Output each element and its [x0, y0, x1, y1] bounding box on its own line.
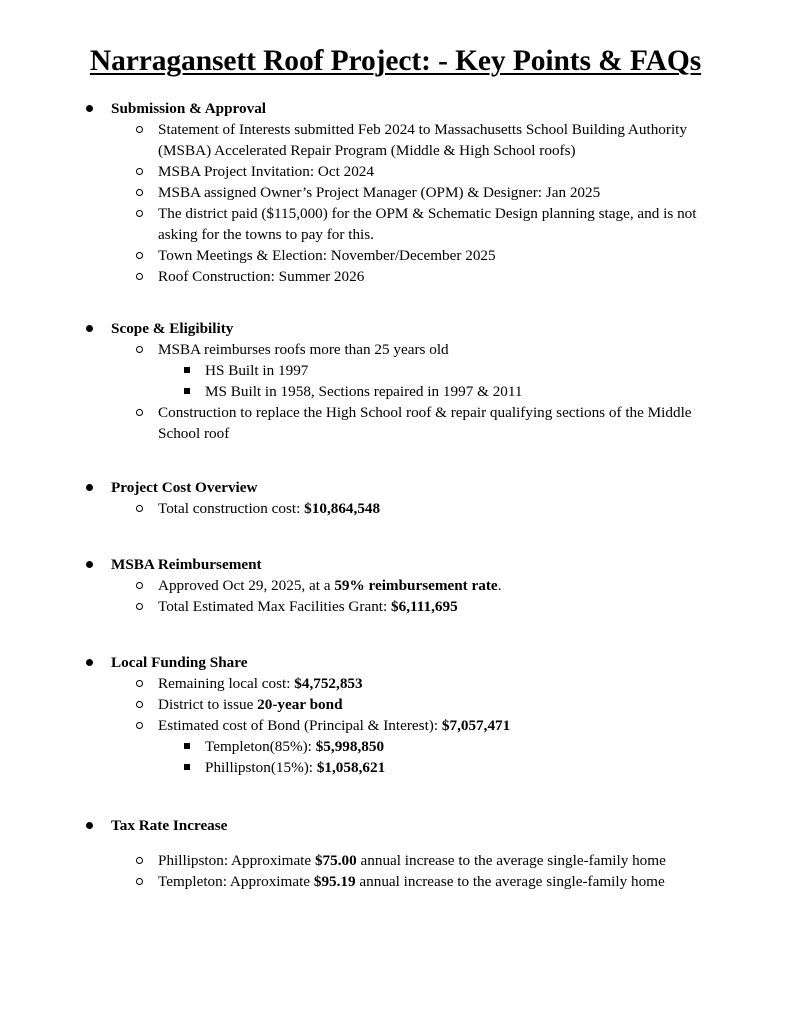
- square-bullet-icon: [184, 367, 190, 373]
- hollow-circle-bullet-icon: [136, 505, 143, 512]
- sub-list-item: [0, 381, 791, 402]
- list-item: [0, 694, 791, 715]
- templeton-tax-increase-value: $95.19: [313, 873, 356, 890]
- section-heading-row: [0, 815, 791, 836]
- hollow-circle-bullet-icon: [136, 878, 143, 885]
- section-heading-row: [0, 652, 791, 673]
- sub-list-item-text: MS Built in 1958, Sections repaired in 1997 & 2011: [205, 383, 523, 400]
- list-item: [0, 266, 791, 287]
- list-item: [0, 850, 791, 871]
- bond-term-value: 20-year bond: [257, 696, 343, 713]
- filled-circle-bullet-icon: [86, 484, 93, 491]
- list-item: [0, 339, 791, 360]
- hollow-circle-bullet-icon: [136, 252, 143, 259]
- section-msba-reimbursement: [0, 554, 791, 617]
- list-item-text: The district paid ($115,000) for the OPM & Schematic Design planning stage, and is not asking for the towns to pay for this.: [158, 205, 697, 243]
- section-heading: Tax Rate Increase: [111, 817, 228, 834]
- list-item-text: Remaining local cost: $4,752,853: [158, 675, 363, 692]
- filled-circle-bullet-icon: [86, 822, 93, 829]
- list-item-text: MSBA assigned Owner’s Project Manager (OPM) & Designer: Jan 2025: [158, 184, 601, 201]
- list-item-text: MSBA reimburses roofs more than 25 years old: [158, 341, 449, 358]
- sub-list-item: [0, 736, 791, 757]
- list-item-text: Total Estimated Max Facilities Grant: $6,111,695: [158, 598, 458, 615]
- list-item: [0, 245, 791, 266]
- hollow-circle-bullet-icon: [136, 168, 143, 175]
- square-bullet-icon: [184, 764, 190, 770]
- document-title: Narragansett Roof Project: - Key Points & FAQs: [89, 45, 702, 77]
- section-project-cost-overview: [0, 477, 791, 519]
- phillipston-share-value: $1,058,621: [316, 759, 386, 776]
- section-heading: Scope & Eligibility: [111, 320, 234, 337]
- list-item-text: District to issue 20-year bond: [158, 696, 343, 713]
- list-item-text: Phillipston: Approximate $75.00 annual increase to the average single-family home: [158, 852, 666, 869]
- section-heading-row: [0, 98, 791, 119]
- list-item-text: Construction to replace the High School roof & repair qualifying sections of the Middle School roof: [158, 404, 692, 442]
- hollow-circle-bullet-icon: [136, 603, 143, 610]
- list-item-text: Estimated cost of Bond (Principal & Interest): $7,057,471: [158, 717, 511, 734]
- list-item: [0, 575, 791, 596]
- hollow-circle-bullet-icon: [136, 409, 143, 416]
- section-heading-row: [0, 318, 791, 339]
- section-heading: Project Cost Overview: [111, 479, 258, 496]
- templeton-share-value: $5,998,850: [315, 738, 385, 755]
- section-local-funding-share: [0, 652, 791, 778]
- filled-circle-bullet-icon: [86, 659, 93, 666]
- section-submission-approval: [0, 98, 791, 287]
- hollow-circle-bullet-icon: [136, 722, 143, 729]
- section-heading: MSBA Reimbursement: [111, 556, 262, 573]
- list-item: [0, 203, 791, 245]
- hollow-circle-bullet-icon: [136, 857, 143, 864]
- sub-list-item-text: Templeton(85%): $5,998,850: [205, 738, 385, 755]
- list-item: [0, 161, 791, 182]
- list-item: [0, 715, 791, 736]
- list-item: [0, 119, 791, 161]
- filled-circle-bullet-icon: [86, 561, 93, 568]
- hollow-circle-bullet-icon: [136, 582, 143, 589]
- list-item-text: Total construction cost: $10,864,548: [158, 500, 381, 517]
- filled-circle-bullet-icon: [86, 105, 93, 112]
- square-bullet-icon: [184, 743, 190, 749]
- hollow-circle-bullet-icon: [136, 346, 143, 353]
- square-bullet-icon: [184, 388, 190, 394]
- hollow-circle-bullet-icon: [136, 273, 143, 280]
- sub-list-item: [0, 360, 791, 381]
- hollow-circle-bullet-icon: [136, 701, 143, 708]
- list-item: [0, 402, 791, 444]
- hollow-circle-bullet-icon: [136, 210, 143, 217]
- max-facilities-grant-value: $6,111,695: [391, 598, 458, 615]
- list-item-text: Roof Construction: Summer 2026: [158, 268, 365, 285]
- remaining-local-cost-value: $4,752,853: [294, 675, 363, 692]
- list-item: [0, 182, 791, 203]
- bond-cost-value: $7,057,471: [441, 717, 511, 734]
- list-item-text: Town Meetings & Election: November/December 2025: [158, 247, 496, 264]
- total-construction-cost-value: $10,864,548: [304, 500, 381, 517]
- section-tax-rate-increase: [0, 815, 791, 892]
- hollow-circle-bullet-icon: [136, 680, 143, 687]
- sub-list-item-text: HS Built in 1997: [205, 362, 309, 379]
- section-scope-eligibility: [0, 318, 791, 444]
- phillipston-tax-increase-value: $75.00: [314, 852, 357, 869]
- list-item: [0, 498, 791, 519]
- section-heading: Submission & Approval: [111, 100, 267, 117]
- sub-list-item: [0, 757, 791, 778]
- list-item: [0, 596, 791, 617]
- list-item-text: Statement of Interests submitted Feb 2024 to Massachusetts School Building Authority (MSBA) Accelerated Repair Program (Middle & High School roofs): [158, 121, 687, 159]
- section-heading-row: [0, 554, 791, 575]
- hollow-circle-bullet-icon: [136, 189, 143, 196]
- list-item-text: MSBA Project Invitation: Oct 2024: [158, 163, 374, 180]
- sub-list-item-text: Phillipston(15%): $1,058,621: [205, 759, 386, 776]
- list-item: [0, 871, 791, 892]
- section-heading-row: [0, 477, 791, 498]
- list-item: [0, 673, 791, 694]
- reimbursement-rate-value: 59% reimbursement rate: [334, 577, 498, 594]
- list-item-text: Templeton: Approximate $95.19 annual increase to the average single-family home: [158, 873, 665, 890]
- filled-circle-bullet-icon: [86, 325, 93, 332]
- hollow-circle-bullet-icon: [136, 126, 143, 133]
- list-item-text: Approved Oct 29, 2025, at a 59% reimbursement rate.: [158, 577, 502, 594]
- section-heading: Local Funding Share: [111, 654, 248, 671]
